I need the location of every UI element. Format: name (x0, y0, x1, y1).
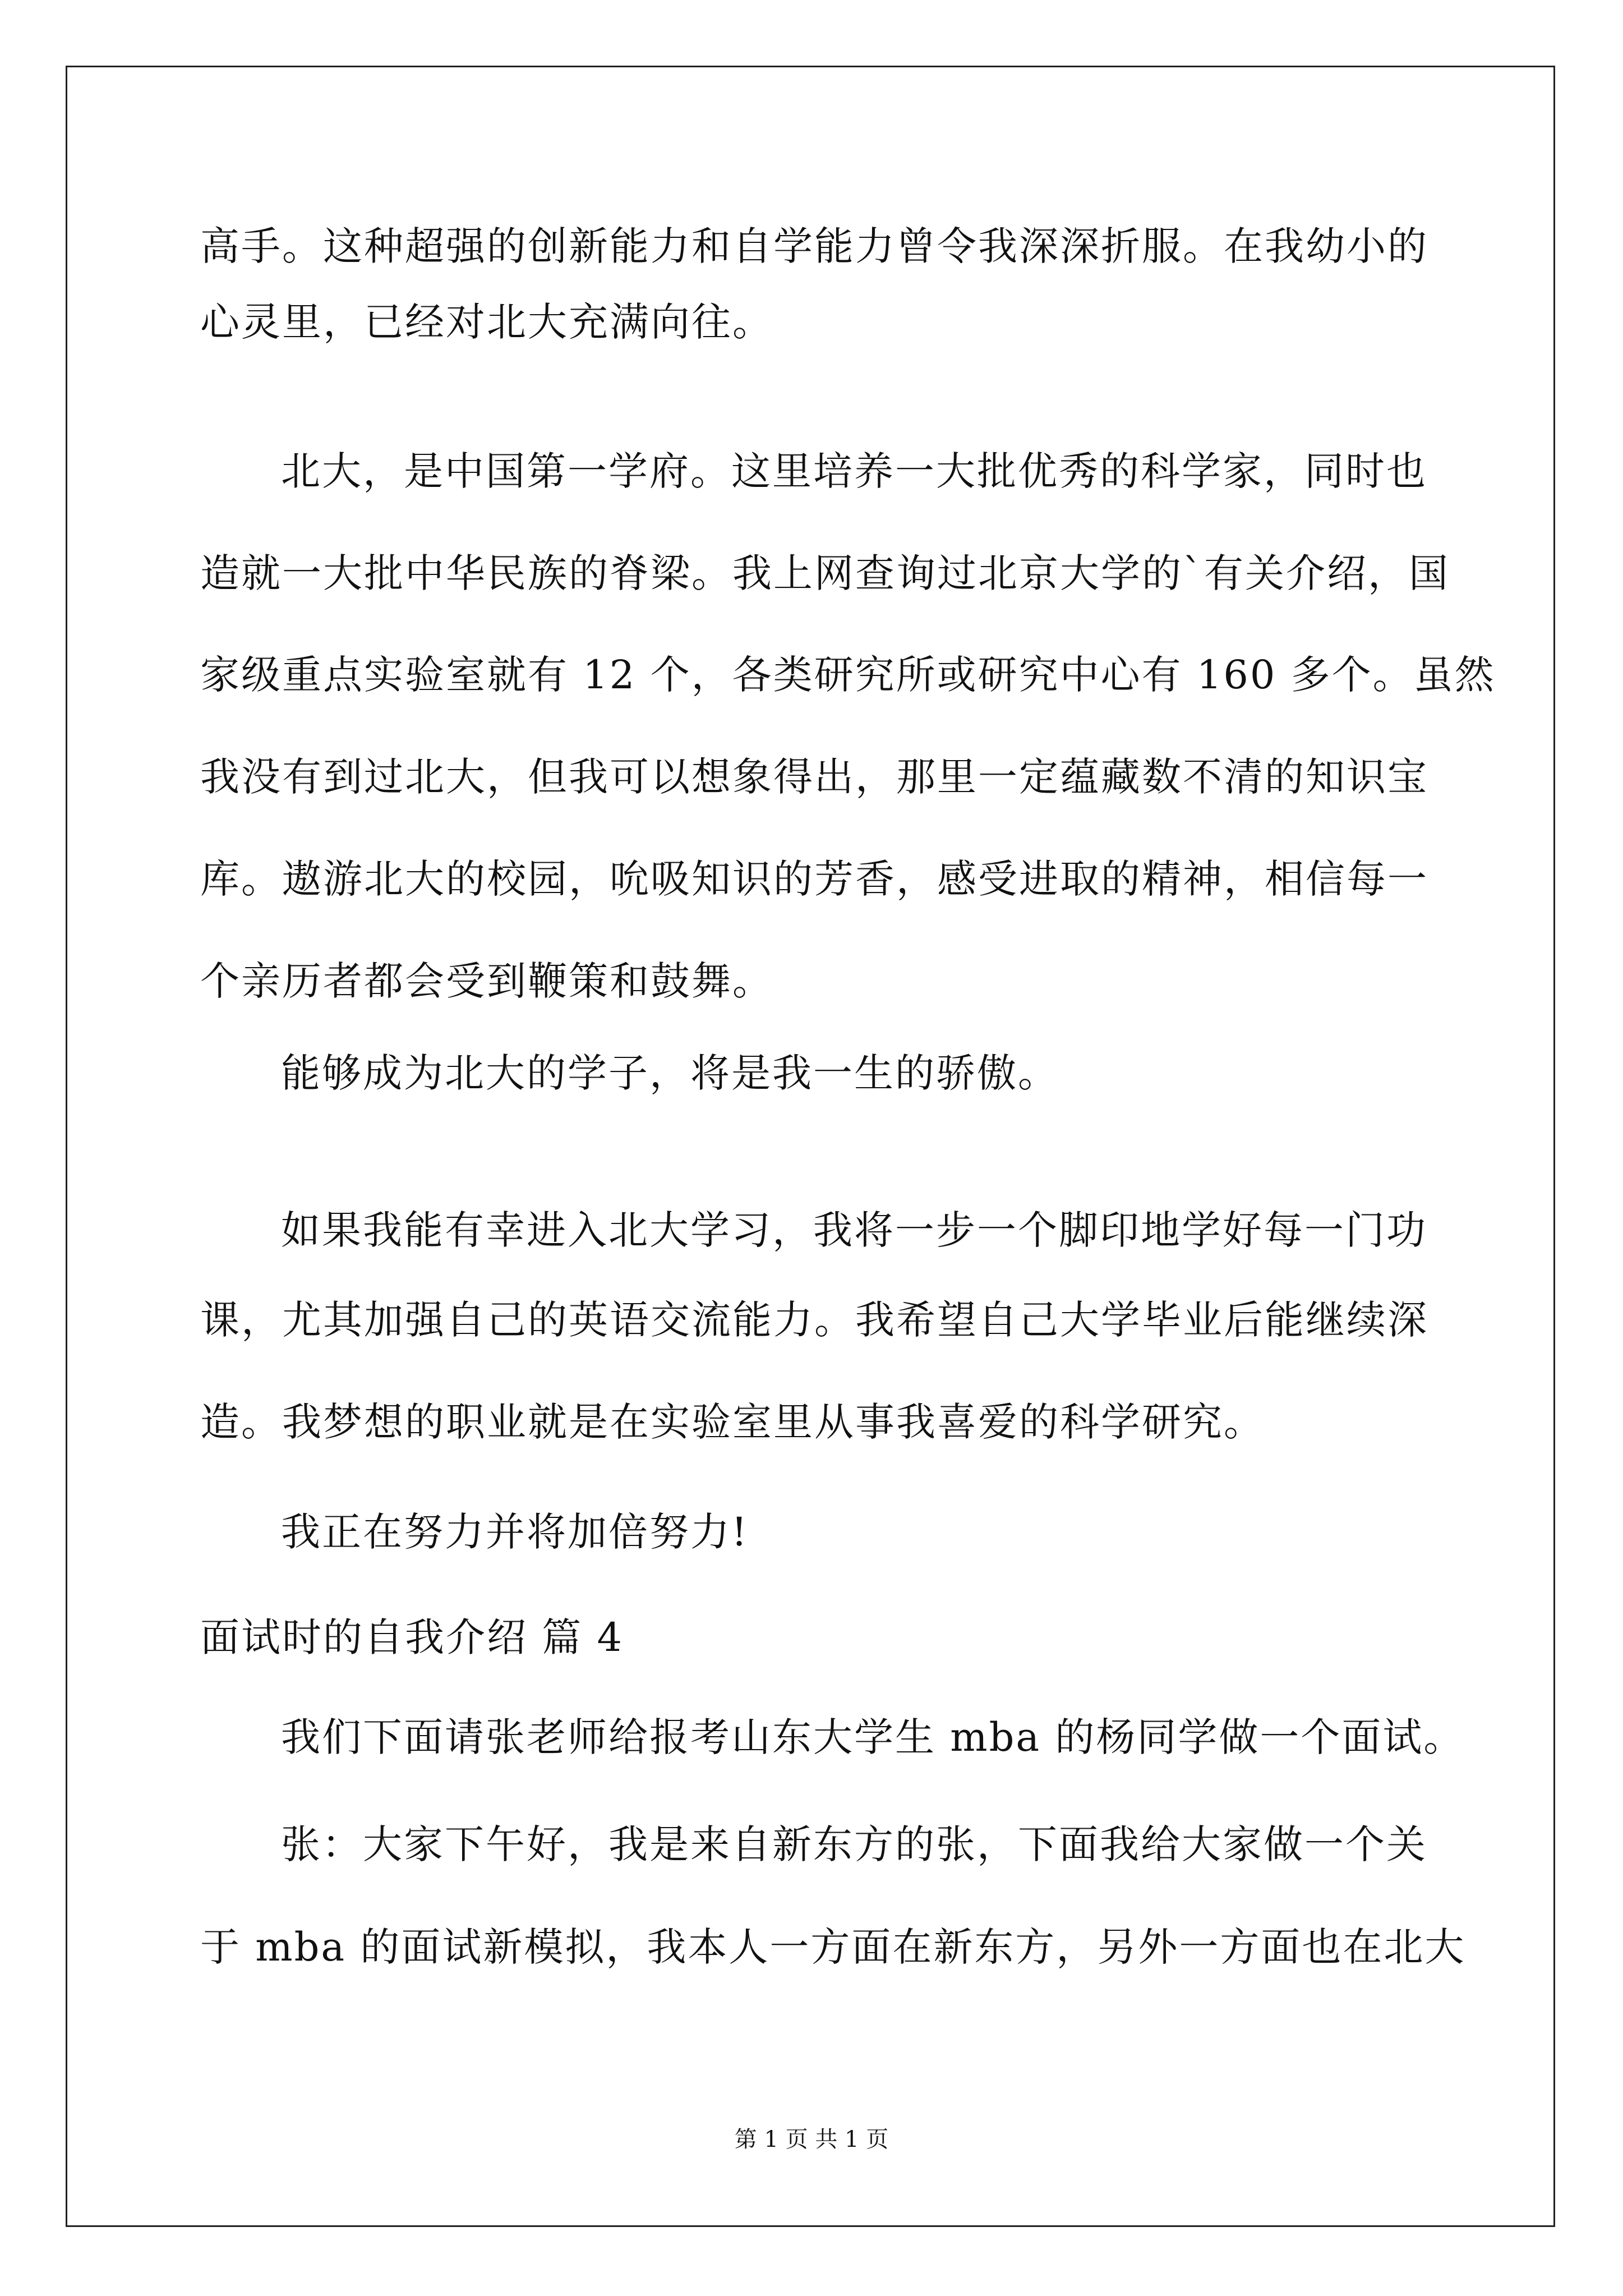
paragraph-line: 个亲历者都会受到鞭策和鼓舞。 (200, 958, 773, 1004)
paragraph-line: 北大，是中国第一学府。这里培养一大批优秀的科学家，同时也 (281, 448, 1427, 494)
paragraph-line: 课，尤其加强自己的英语交流能力。我希望自己大学毕业后能继续深 (200, 1297, 1428, 1343)
paragraph-line: 家级重点实验室就有 12 个，各类研究所或研究中心有 160 多个。虽然 (200, 652, 1496, 698)
paragraph-line: 能够成为北大的学子，将是我一生的骄傲。 (281, 1050, 1059, 1096)
paragraph-line: 心灵里，已经对北大充满向往。 (200, 299, 773, 345)
paragraph-line: 如果我能有幸进入北大学习，我将一步一个脚印地学好每一门功 (281, 1207, 1427, 1253)
paragraph-line: 我正在努力并将加倍努力! (281, 1509, 749, 1555)
paragraph-line: 我没有到过北大，但我可以想象得出，那里一定蕴藏数不清的知识宝 (200, 754, 1428, 800)
page-footer: 第 1 页 共 1 页 (734, 2127, 889, 2152)
paragraph-line: 造就一大批中华民族的脊梁。我上网查询过北京大学的`有关介绍，国 (200, 550, 1450, 596)
paragraph-line: 高手。这种超强的创新能力和自学能力曾令我深深折服。在我幼小的 (200, 223, 1428, 269)
page-border (66, 66, 1555, 2227)
paragraph-line: 张：大家下午好，我是来自新东方的张，下面我给大家做一个关 (281, 1821, 1427, 1867)
paragraph-line: 于 mba 的面试新模拟，我本人一方面在新东方，另外一方面也在北大 (200, 1924, 1466, 1970)
section-heading: 面试时的自我介绍 篇 4 (200, 1614, 624, 1660)
paragraph-line: 库。遨游北大的校园，吮吸知识的芳香，感受进取的精神，相信每一 (200, 856, 1428, 902)
paragraph-line: 造。我梦想的职业就是在实验室里从事我喜爱的科学研究。 (200, 1399, 1265, 1445)
paragraph-line: 我们下面请张老师给报考山东大学生 mba 的杨同学做一个面试。 (281, 1714, 1465, 1760)
